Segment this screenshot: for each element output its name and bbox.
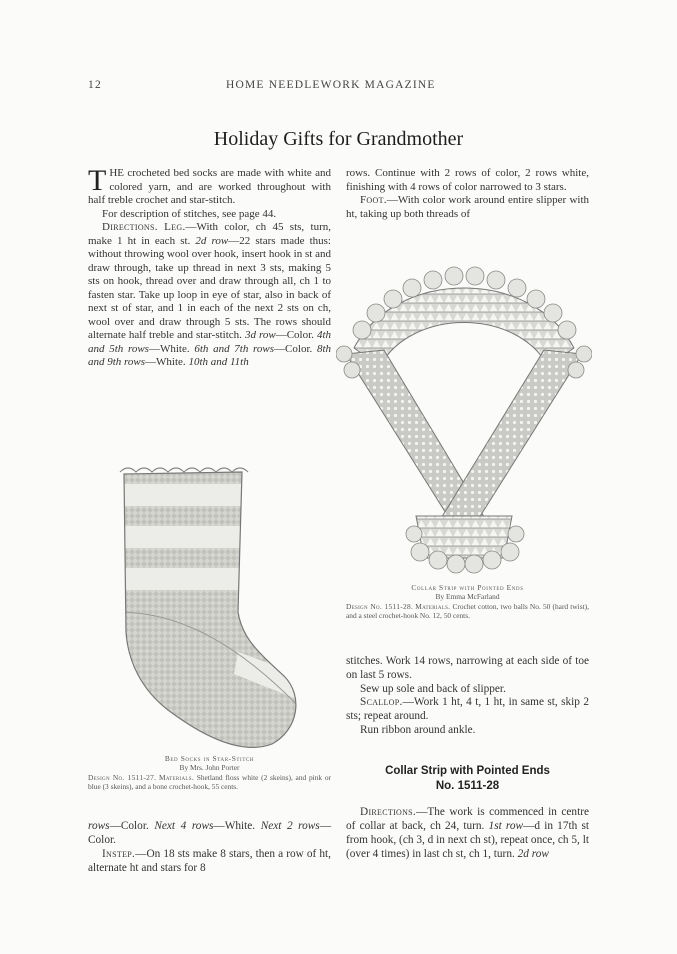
column-1-text [88,164,332,370]
page-number: 12 [88,79,102,91]
drop-cap: T [88,164,107,197]
collar-caption [346,583,589,620]
collar-caption-byline: By Emma McFarland [435,592,500,601]
socks-caption-byline: By Mrs. John Porter [179,763,240,772]
article-title: Holiday Gifts for Grandmother [213,128,464,150]
stitch-reference: For description of stitches, see page 44. [102,207,277,220]
slipper-finish-text [346,655,589,738]
socks-caption [88,754,331,791]
collar-caption-title: Collar Strip with Pointed Ends [411,583,524,592]
ribbon-paragraph: Run ribbon around ankle. [360,723,476,736]
collar-caption-materials: Design No. 1511-28. Materials. Crochet cotton, two balls No. 50 (hard twist), and a steel crochet-hook No. 12, 50 cents. [346,602,589,620]
collar-directions-text: Directions.—The work is commenced in centre of collar at back, ch 24, turn. 1st row—d in 17th st from hook, (ch 3, d in next ch st), repeat once, ch 5, lt (over 4 times) in last ch st, ch 1, turn. 2d row [346,806,589,860]
directions-paragraph: Directions. Leg.—With color, ch 45 sts, turn, make 1 ht in each st. 2d row—22 stars made thus: without throwing wool over hook, insert hook in st and draw through, take up thread in next 3 sts, making 5 sts on hook, thread over and draw through all, ch 1 to fasten star. Take up loop in eye of star, also in back of next st of star, and 1 in each of the next 2 sts on ch, wool over and draw through 5 sts. The rows should alternate half treble and star-stitch. 3d row—Color. 4th and 5th rows—White. 6th and 7th rows—Color. 8th and 9th rows—White. 10th and 11th [88,221,332,368]
sock-rows-continued: rows—Color. Next 4 rows—White. Next 2 rows—Color. Instep.—On 18 sts make 8 stars, then a row of ht, alternate ht and stars for 8 [88,820,332,874]
magazine-title: HOME NEEDLEWORK MAGAZINE [226,79,436,91]
instep-paragraph: Instep.—On 18 sts make 8 stars, then a row of ht, alternate ht and stars for 8 [88,848,331,874]
socks-caption-title: Bed Socks in Star-Stitch [164,754,255,763]
collar-section-heading [346,764,589,794]
intro-paragraph: HE crocheted bed socks are made with white and colored yarn, and are worked throughout with half treble crochet and star-stitch. [88,167,331,206]
stitches-paragraph: stitches. Work 14 rows, narrowing at each side of toe on last 5 rows. [346,655,589,681]
foot-paragraph: Foot.—With color work around entire slipper with ht, taking up both threads of [346,194,589,220]
collar-strip-illustration [336,258,592,580]
socks-caption-materials: Design No. 1511-27. Materials. Shetland floss white (2 skeins), and pink or blue (3 skeins), and a bone crochet-hook, 55 cents. [88,773,331,791]
collar-heading-number: No. 1511-28 [435,780,500,792]
scallop-paragraph: Scallop.—Work 1 ht, 4 t, 1 ht, in same st, skip 2 sts; repeat around. [346,696,589,723]
rows-continuation: rows. Continue with 2 rows of color, 2 rows white, finishing with 4 rows of color narrowed to 3 stars. [346,167,589,193]
sew-paragraph: Sew up sole and back of slipper. [360,682,506,695]
collar-heading-title: Collar Strip with Pointed Ends [385,765,550,777]
bed-sock-illustration [108,462,304,752]
column-2-text [346,167,589,221]
